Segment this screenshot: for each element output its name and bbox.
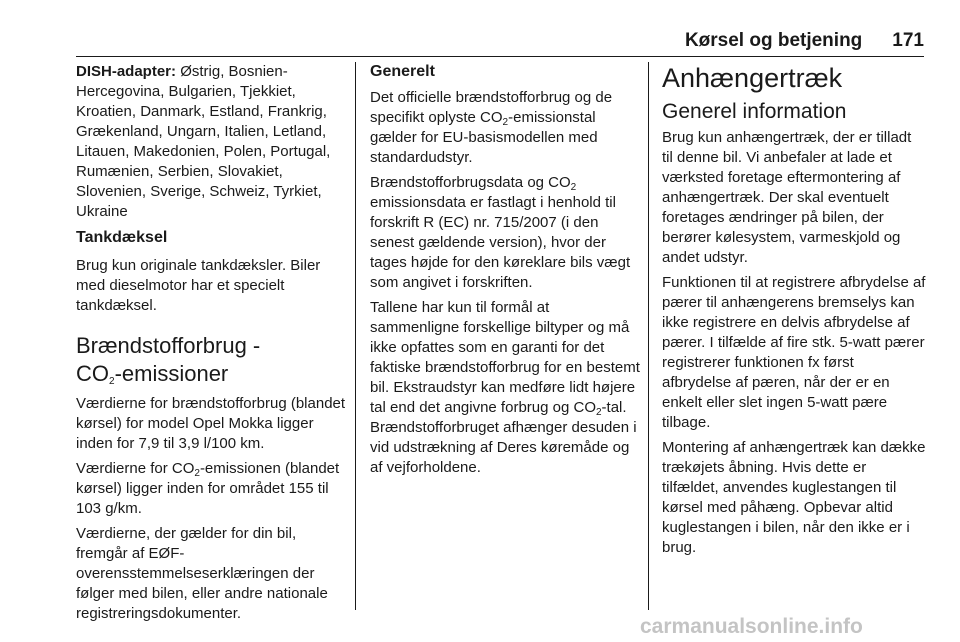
general-heading: Generelt: [370, 63, 435, 80]
fuel-heading-line1: Brændstofforbrug -: [76, 333, 261, 358]
co2-values-sub: 2: [194, 468, 200, 479]
data-text-a: Brændstofforbrugsdata og CO: [370, 174, 571, 191]
consumption-data-paragraph: [370, 173, 642, 293]
comparison-text-b: -tal. Brændstofforbruget afhænger desuden i vid udstrækning af Deres køremåde og af vejforholdene.: [370, 399, 637, 476]
official-consumption-paragraph: [370, 88, 642, 168]
general-information-heading: Generel information: [662, 100, 847, 123]
header-divider: [76, 56, 924, 57]
vehicle-values-paragraph: Værdierne, der gælder for din bil, fremgår af EØF-overensstemmelseserklæringen der følger med bilen, eller andre nationale registreringsdokumenter.: [76, 525, 328, 622]
co2-values-text-b: -emissionen (blandet kørsel) ligger inden for området 155 til 103 g/km.: [76, 460, 340, 517]
fuel-heading-sub: 2: [109, 376, 115, 387]
column-divider-1: [355, 62, 356, 610]
official-sub: 2: [502, 117, 509, 128]
column-divider-2: [648, 62, 649, 610]
comparison-sub: 2: [595, 407, 602, 418]
data-sub: 2: [570, 182, 577, 193]
watermark: carmanualsonline.info: [640, 615, 863, 638]
towbar-approval-paragraph: Brug kun anhængertræk, der er tilladt til denne bil. Vi anbefaler at lade et værksted foretage eftermontering af anhængertræk. Der skal eventuelt foretages ændringer på bilen, der berører kølesystem, varmeskjold og andet udstyr.: [662, 129, 912, 266]
fuel-heading-emissions: -emissioner: [114, 361, 229, 386]
consumption-values-paragraph: Værdierne for brændstofforbrug (blandet kørsel) for model Opel Mokka ligger inden for 7,9 til 3,9 l/100 km.: [76, 395, 346, 452]
column-1: [76, 62, 348, 629]
page-header: [76, 30, 924, 52]
data-text-b: emissionsdata er fastlagt i henhold til forskrift R (EC) nr. 715/2007 (i den senest gældende version), hvor der tages højde for den køreklare bils vægt som angivet i forskriften.: [370, 194, 631, 291]
bulb-detection-paragraph: Funktionen til at registrere afbrydelse af pærer til anhængerens bremselys kan ikke registrere en delvis afbrydelse af pærer. I tilfælde af fire stk. 5-watt pærer registrerer funktionen fx først afbrydelse af pæren, når der er en enkelt eller slet ingen 5-watt pære tilbage.: [662, 274, 926, 431]
comparison-text-a: Tallene har kun til formål at sammenligne forskellige biltyper og må ikke opfattes som en garanti for det faktiske brændstofforbrug for en bestemt bil. Ekstraudstyr kan medføre lidt højere tal end det angivne forbrug og CO: [370, 299, 640, 416]
fuel-consumption-heading: [76, 332, 348, 388]
chapter-title: Kørsel og betjening: [684, 30, 863, 51]
towbar-mounting-paragraph: Montering af anhængertræk kan dække trækøjets åbning. Hvis dette er tilfældet, anvendes kuglestangen til kørsel med påhæng. Opbevar altid kuglestangen i bilen, når den ikke er i brug.: [662, 439, 926, 556]
column-2: [370, 62, 642, 483]
dish-adapter-countries: Østrig, Bosnien-Hercegovina, Bulgarien, Tjekkiet, Kroatien, Danmark, Estland, Frankrig, Grækenland, Ungarn, Italien, Letland, Litauen, Makedonien, Polen, Portugal, Rumænien, Serbien, Slovakiet, Slovenien, Sverige, Schweiz, Tyrkiet, Ukraine: [76, 63, 331, 220]
fuel-heading-co: CO: [76, 361, 109, 386]
co2-values-text-a: Værdierne for CO: [76, 460, 195, 477]
tank-cap-heading: Tankdæksel: [76, 229, 168, 246]
towbar-title: Anhængertræk: [662, 63, 843, 93]
page-number: 171: [892, 30, 924, 51]
comparison-paragraph: [370, 298, 642, 478]
dish-adapter-label: DISH-adapter:: [76, 63, 177, 80]
co2-values-paragraph: [76, 459, 348, 519]
official-text-a: Det officielle brændstofforbrug og de specifikt oplyste CO: [370, 89, 613, 126]
official-text-b: -emissionstal gælder for EU-basismodellen med standardudstyr.: [370, 109, 598, 166]
tank-cap-text: Brug kun originale tankdæksler. Biler med dieselmotor har et specielt tankdæksel.: [76, 257, 321, 314]
column-3: [662, 62, 926, 563]
dish-adapter-paragraph: [76, 62, 348, 222]
